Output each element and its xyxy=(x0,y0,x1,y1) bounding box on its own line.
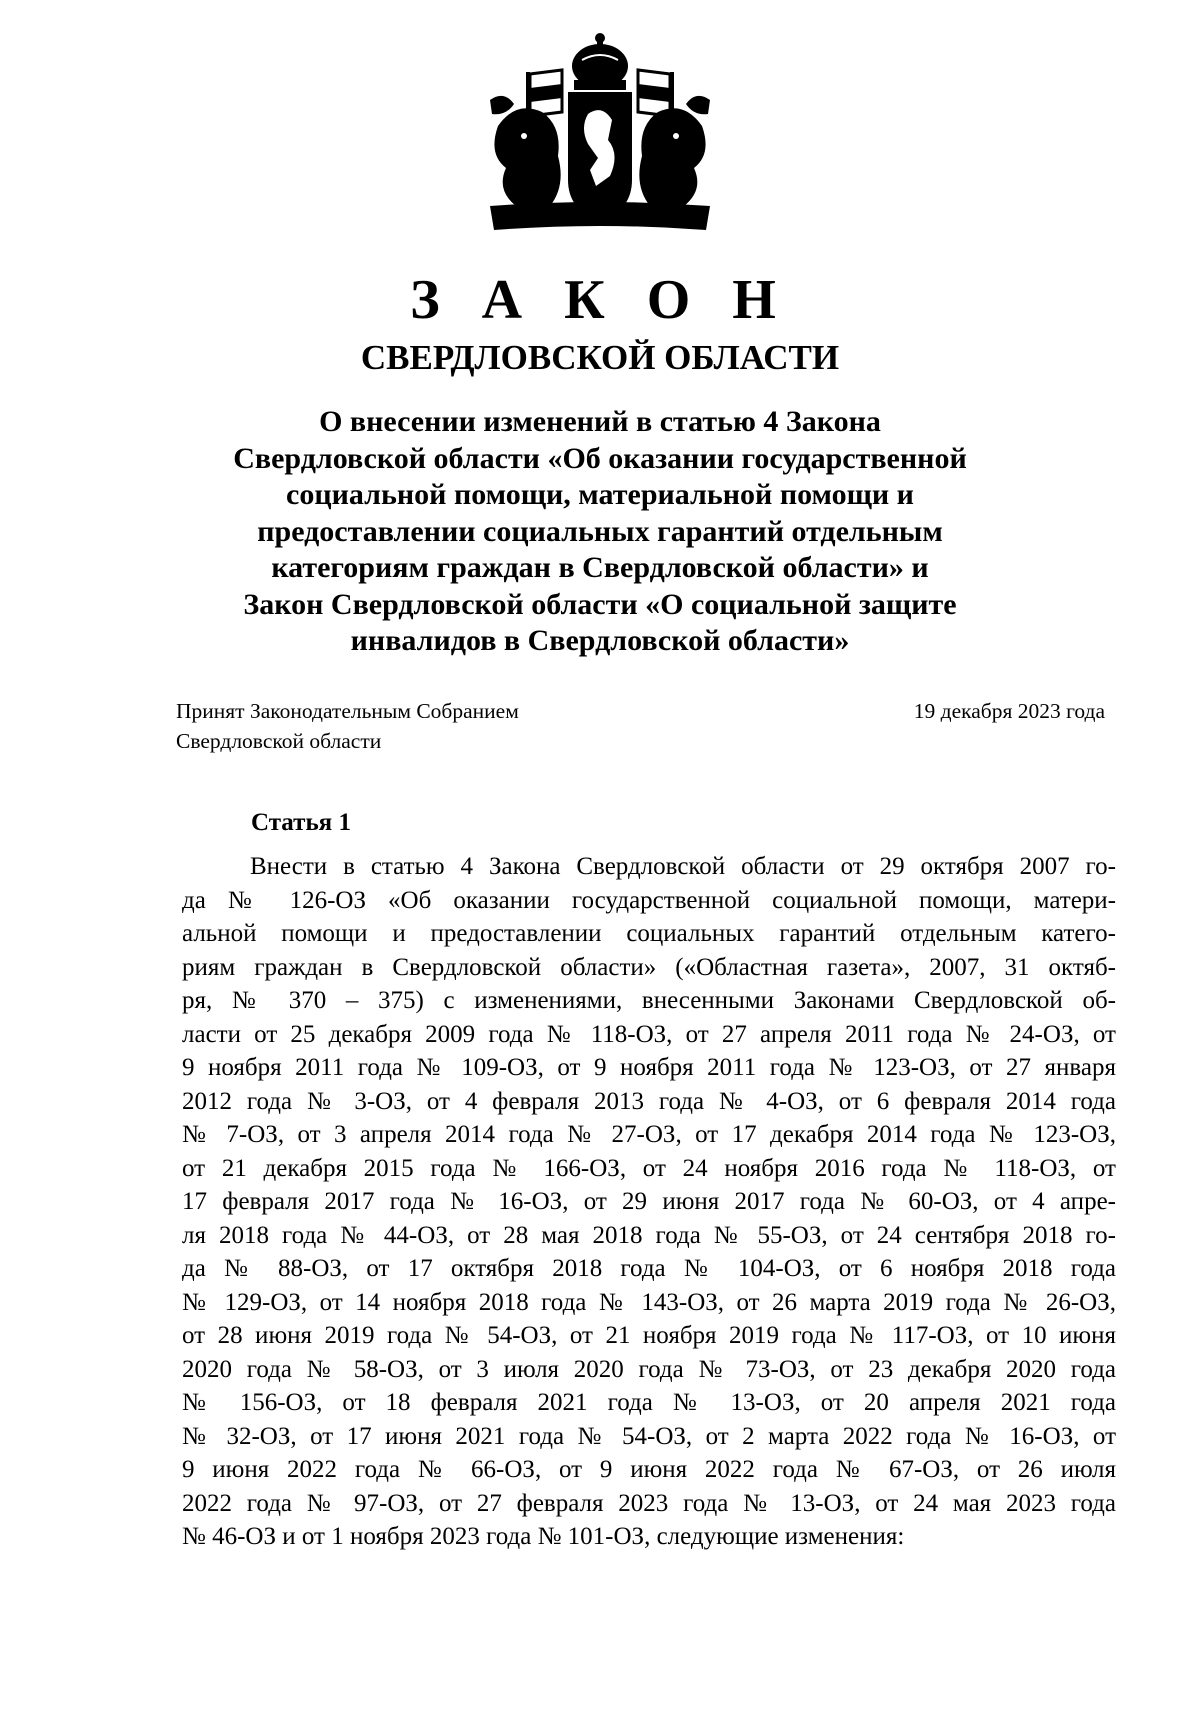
document-title: З А К О Н xyxy=(410,269,790,331)
article-line: 2022 года № 97-ОЗ, от 27 февраля 2023 года № 13-ОЗ, от 24 мая 2023 года xyxy=(182,1489,1116,1517)
law-name-line: социальной помощи, материальной помощи и xyxy=(286,478,914,511)
law-name xyxy=(200,404,1000,660)
article-line: № 32-ОЗ, от 17 июня 2021 года № 54-ОЗ, от 2 марта 2022 года № 16-ОЗ, от xyxy=(182,1422,1116,1450)
article-line: от 28 июня 2019 года № 54-ОЗ, от 21 ноября 2019 года № 117-ОЗ, от 10 июня xyxy=(182,1322,1116,1349)
law-name-line: Закон Свердловской области «О социальной защите xyxy=(243,587,957,621)
coat-of-arms-icon xyxy=(470,30,730,235)
article-line: да № 126-ОЗ «Об оказании государственной социальной помощи, матери- xyxy=(182,886,1116,914)
adopted-by-line: Принят Законодательным Собранием xyxy=(176,699,519,723)
law-name-line: О внесении изменений в статью 4 Закона xyxy=(319,405,881,438)
article-line: от 21 декабря 2015 года № 166-ОЗ, от 24 ноября 2016 года № 118-ОЗ, от xyxy=(182,1154,1116,1182)
adopted-by xyxy=(176,696,519,756)
law-name-line: инвалидов в Свердловской области» xyxy=(350,624,850,657)
adoption-date: 19 декабря 2023 года xyxy=(913,699,1105,723)
article-line: ря, № 370 – 375) с изменениями, внесенными Законами Свердловской об- xyxy=(182,987,1116,1014)
article-line: 2020 года № 58-ОЗ, от 3 июля 2020 года № 73-ОЗ, от 23 декабря 2020 года xyxy=(182,1355,1116,1383)
article-line: ля 2018 года № 44-ОЗ, от 28 мая 2018 года № 55-ОЗ, от 24 сентября 2018 го- xyxy=(182,1221,1116,1249)
article-line: да № 88-ОЗ, от 17 октября 2018 года № 104-ОЗ, от 6 ноября 2018 года xyxy=(182,1255,1116,1282)
article-body xyxy=(182,850,1116,1554)
article-line: альной помощи и предоставлении социальных гарантий отдельным катего- xyxy=(182,920,1116,947)
law-name-line: предоставлении социальных гарантий отдельным xyxy=(257,514,943,548)
article-line: 17 февраля 2017 года № 16-ОЗ, от 29 июня 2017 года № 60-ОЗ, от 4 апре- xyxy=(182,1188,1116,1215)
law-name-line: категориям граждан в Свердловской области» и xyxy=(271,551,929,584)
article-line: 9 ноября 2011 года № 109-ОЗ, от 9 ноября 2011 года № 123-ОЗ, от 27 января xyxy=(182,1054,1116,1081)
article-line: Внести в статью 4 Закона Свердловской области от 29 октября 2007 го- xyxy=(250,853,1116,880)
article-heading: Статья 1 xyxy=(251,809,351,836)
law-name-line: Свердловской области «Об оказании государственной xyxy=(233,441,967,475)
article-line: 2012 года № 3-ОЗ, от 4 февраля 2013 года № 4-ОЗ, от 6 февраля 2014 года xyxy=(182,1087,1116,1115)
article-line: № 7-ОЗ, от 3 апреля 2014 года № 27-ОЗ, от 17 декабря 2014 года № 123-ОЗ, xyxy=(182,1121,1116,1148)
article-line: № 129-ОЗ, от 14 ноября 2018 года № 143-ОЗ, от 26 марта 2019 года № 26-ОЗ, xyxy=(182,1288,1116,1316)
article-line: № 156-ОЗ, от 18 февраля 2021 года № 13-ОЗ, от 20 апреля 2021 года xyxy=(182,1389,1116,1416)
document-region: СВЕРДЛОВСКОЙ ОБЛАСТИ xyxy=(360,338,840,377)
article-line: риям граждан в Свердловской области» («Областная газета», 2007, 31 октяб- xyxy=(182,953,1116,981)
article-line: 9 июня 2022 года № 66-ОЗ, от 9 июня 2022 года № 67-ОЗ, от 26 июля xyxy=(182,1456,1116,1483)
article-line: № 46-ОЗ и от 1 ноября 2023 года № 101-ОЗ, следующие изменения: xyxy=(182,1523,905,1550)
article-line: ласти от 25 декабря 2009 года № 118-ОЗ, от 27 апреля 2011 года № 24-ОЗ, от xyxy=(182,1020,1116,1048)
adopted-by-line: Свердловской области xyxy=(176,729,382,753)
